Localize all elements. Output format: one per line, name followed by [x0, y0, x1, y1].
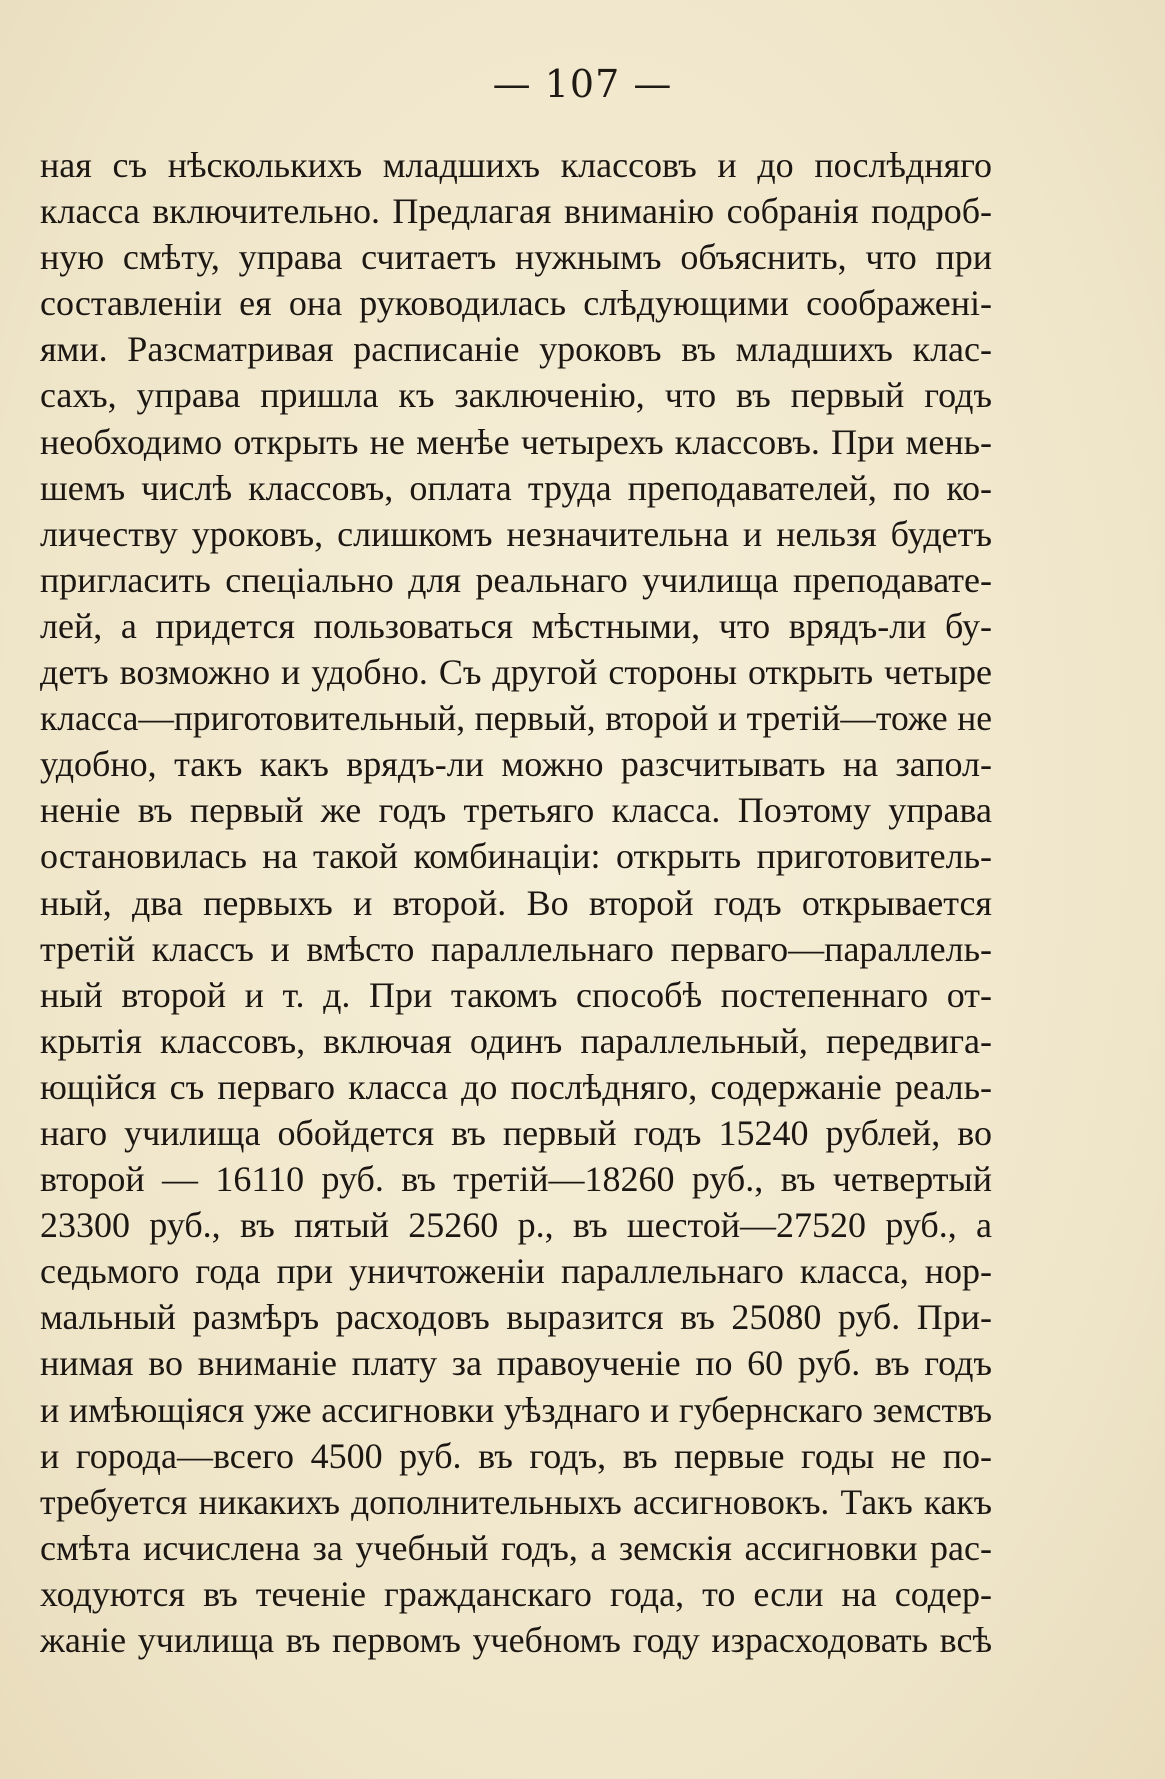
text-line: остановилась на такой комбинаціи: открыть приготовитель-	[40, 836, 992, 877]
text-line: удобно, такъ какъ врядъ-ли можно разсчитывать на запол-	[40, 744, 992, 785]
text-line: ходуются въ теченіе гражданскаго года, то если на содер-	[40, 1573, 992, 1614]
text-line: класса—приготовительный, первый, второй и третій—тоже не	[40, 698, 992, 739]
text-line: ный, два первыхъ и второй. Во второй годъ открывается	[40, 882, 992, 923]
text-line: наго училища обойдется въ первый годъ 15240 рублей, во	[40, 1112, 992, 1153]
text-line: смѣта исчислена за учебный годъ, а земскія ассигновки рас-	[40, 1527, 992, 1568]
text-line: третій классъ и вмѣсто параллельнаго перваго—параллель-	[40, 928, 992, 969]
text-line: и города—всего 4500 руб. въ годъ, въ первые годы не по-	[40, 1435, 992, 1476]
text-line: нимая во вниманіе плату за правоученіе по 60 руб. въ годъ	[40, 1343, 992, 1384]
text-line: ющійся съ перваго класса до послѣдняго, содержаніе реаль-	[40, 1066, 992, 1107]
text-line: требуется никакихъ дополнительныхъ ассигновокъ. Такъ какъ	[40, 1481, 992, 1522]
text-line: детъ возможно и удобно. Съ другой стороны открыть четыре	[40, 652, 992, 693]
text-line: пригласить спеціально для реальнаго училища преподавате-	[40, 559, 992, 600]
text-line: второй — 16110 руб. въ третій—18260 руб., въ четвертый	[40, 1159, 992, 1200]
page-number: — 107 —	[492, 62, 673, 106]
text-line: и имѣющіяся уже ассигновки уѣзднаго и губернскаго земствъ	[40, 1389, 992, 1430]
text-line: 23300 руб., въ пятый 25260 р., въ шестой—27520 руб., а	[40, 1205, 992, 1246]
page-text	[40, 142, 992, 1663]
text-line: ную смѣту, управа считаетъ нужнымъ объяснить, что при	[40, 237, 992, 278]
text-line: мальный размѣръ расходовъ выразится въ 25080 руб. При-	[40, 1297, 992, 1338]
text-line: личеству уроковъ, слишкомъ незначительна и нельзя будетъ	[40, 513, 992, 554]
text-line: ный второй и т. д. При такомъ способѣ постепеннаго от-	[40, 974, 992, 1015]
text-line: лей, а придется пользоваться мѣстными, что врядъ-ли бу-	[40, 605, 992, 646]
text-line: крытія классовъ, включая одинъ параллельный, передвига-	[40, 1020, 992, 1061]
text-line: жаніе училища въ первомъ учебномъ году израсходовать всѣ	[40, 1620, 992, 1660]
text-line: необходимо открыть не менѣе четырехъ классовъ. При мень-	[40, 421, 992, 462]
text-line: составленіи ея она руководилась слѣдующими соображені-	[40, 283, 992, 324]
text-line: седьмого года при уничтоженіи параллельнаго класса, нор-	[40, 1251, 992, 1292]
text-line: неніе въ первый же годъ третьяго класса. Поэтому управа	[40, 790, 992, 831]
text-line: ная съ нѣсколькихъ младшихъ классовъ и до послѣдняго	[40, 145, 992, 185]
text-line: сахъ, управа пришла къ заключенію, что въ первый годъ	[40, 375, 992, 416]
text-line: класса включительно. Предлагая вниманію собранія подроб-	[40, 191, 992, 232]
text-line: ями. Разсматривая расписаніе уроковъ въ младшихъ клас-	[40, 329, 992, 370]
text-line: шемъ числѣ классовъ, оплата труда преподавателей, по ко-	[40, 467, 992, 508]
